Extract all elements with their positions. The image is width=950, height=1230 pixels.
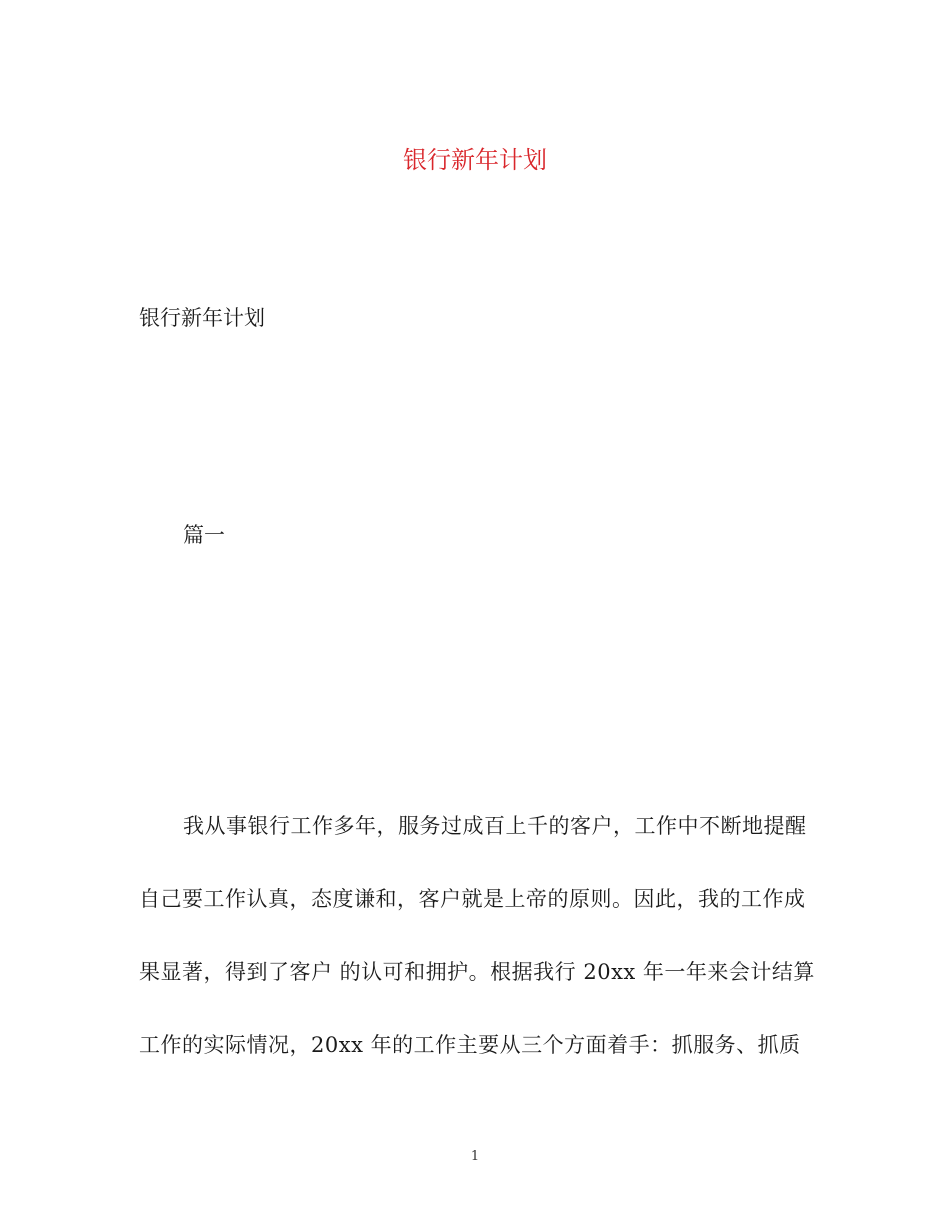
document-title: 银行新年计划	[403, 146, 547, 174]
document-subtitle: 银行新年计划	[139, 306, 265, 330]
paragraph-line: 工作的实际情况，20xx 年的工作主要从三个方面着手：抓服务、抓质	[139, 1033, 801, 1057]
page-number: 1	[470, 1149, 480, 1164]
section-label: 篇一	[183, 523, 225, 547]
paragraph-line: 自己要工作认真，态度谦和，客户就是上帝的原则。因此，我的工作成	[139, 887, 806, 911]
paragraph-line: 我从事银行工作多年，服务过成百上千的客户，工作中不断地提醒	[183, 814, 807, 838]
paragraph-line: 果显著，得到了客户 的认可和拥护。根据我行 20xx 年一年来会计结算	[139, 960, 815, 984]
